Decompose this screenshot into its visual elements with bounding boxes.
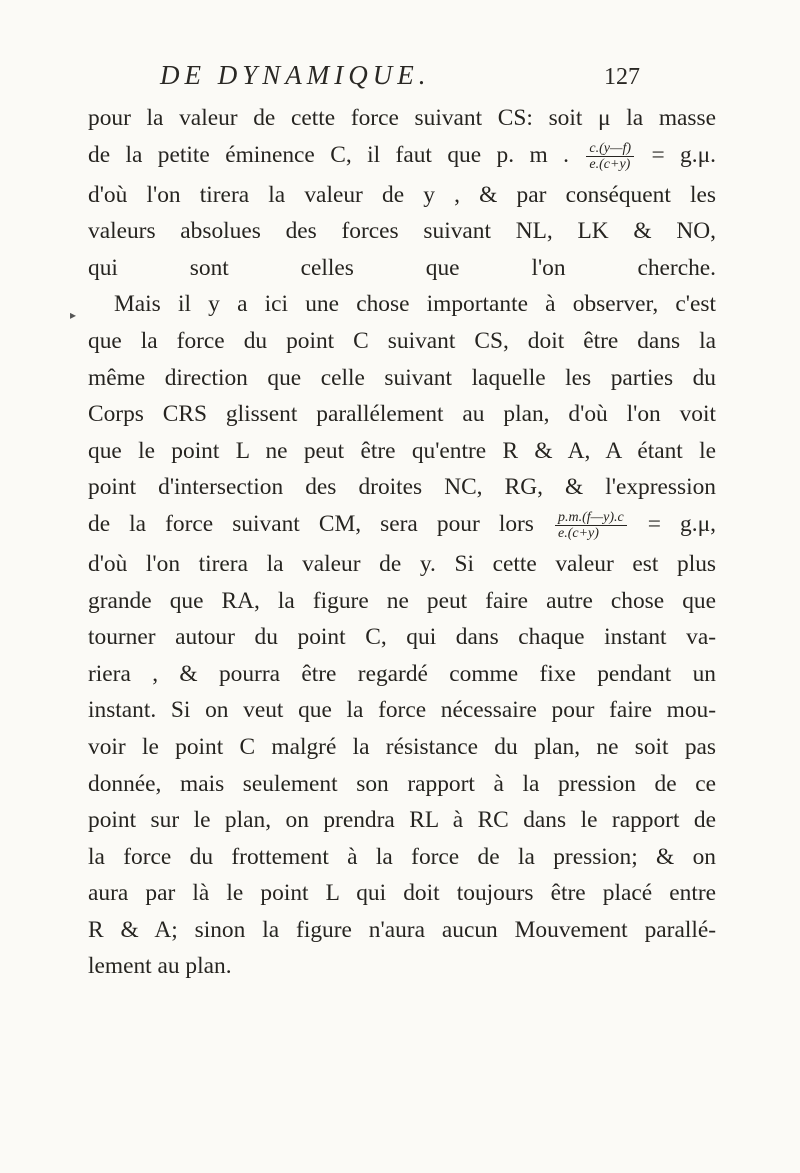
formula-lead-text: de la petite éminence C, il faut que p. m . <box>88 141 569 168</box>
text-line: que la force du point C suivant CS, doit être dans la <box>88 327 716 354</box>
text-line: qui sont celles que l'on cherche. <box>88 254 716 281</box>
text-line: valeurs absolues des forces suivant NL, LK & NO, <box>88 218 716 245</box>
text-line: donnée, mais seulement son rapport à la pression de ce <box>88 770 716 797</box>
text-line: aura par là le point L qui doit toujours être placé entre <box>88 880 716 907</box>
fraction <box>555 510 627 541</box>
formula-line <box>88 137 716 177</box>
text-line: pour la valeur de cette force suivant CS: soit μ la masse <box>88 105 716 131</box>
running-title: DE DYNAMIQUE. <box>160 60 431 90</box>
text-line: riera , & pourra être regardé comme fixe pendant un <box>88 660 716 687</box>
text-line: Corps CRS glissent parallélement au plan, d'où l'on voit <box>88 401 716 428</box>
text-line: point sur le plan, on prendra RL à RC dans le rapport de <box>88 807 716 834</box>
text-line: tourner autour du point C, qui dans chaque instant va- <box>88 624 716 651</box>
formula-result-text: = g.μ, <box>647 510 716 537</box>
page-number: 127 <box>604 64 640 90</box>
text-line: grande que RA, la figure ne peut faire autre chose que <box>88 587 716 614</box>
fraction-numerator: p.m.(f—y).c <box>555 510 627 526</box>
text-line: même direction que celle suivant laquelle les parties du <box>88 364 716 391</box>
text-line: Mais il y a ici une chose importante à observer, c'est <box>114 291 716 318</box>
text-line: d'où l'on tirera la valeur de y. Si cette valeur est plus <box>88 550 716 577</box>
text-line: lement au plan. <box>88 953 232 980</box>
margin-mark: ▸ <box>70 308 77 322</box>
fraction <box>586 141 634 172</box>
formula-result-text: = g.μ. <box>651 141 716 168</box>
text-line: que le point L ne peut être qu'entre R & A, A étant le <box>88 437 716 464</box>
body-text <box>88 100 716 985</box>
text-line: instant. Si on veut que la force nécessaire pour faire mou- <box>88 697 716 724</box>
fraction-denominator: e.(c+y) <box>589 156 631 172</box>
text-line: R & A; sinon la figure n'aura aucun Mouvement parallé- <box>88 916 716 943</box>
text-line: d'où l'on tirera la valeur de y , & par conséquent les <box>88 181 716 208</box>
formula-lead-text: de la force suivant CM, sera pour lors <box>88 510 534 537</box>
formula-line <box>88 506 716 546</box>
fraction-denominator: e.(c+y) <box>558 526 599 542</box>
text-line: la force du frottement à la force de la pression; & on <box>88 843 716 870</box>
text-line: point d'intersection des droites NC, RG, & l'expression <box>88 474 716 501</box>
text-line: voir le point C malgré la résistance du plan, ne soit pas <box>88 733 716 760</box>
fraction-numerator: c.(y—f) <box>586 141 634 157</box>
running-head <box>160 60 640 91</box>
